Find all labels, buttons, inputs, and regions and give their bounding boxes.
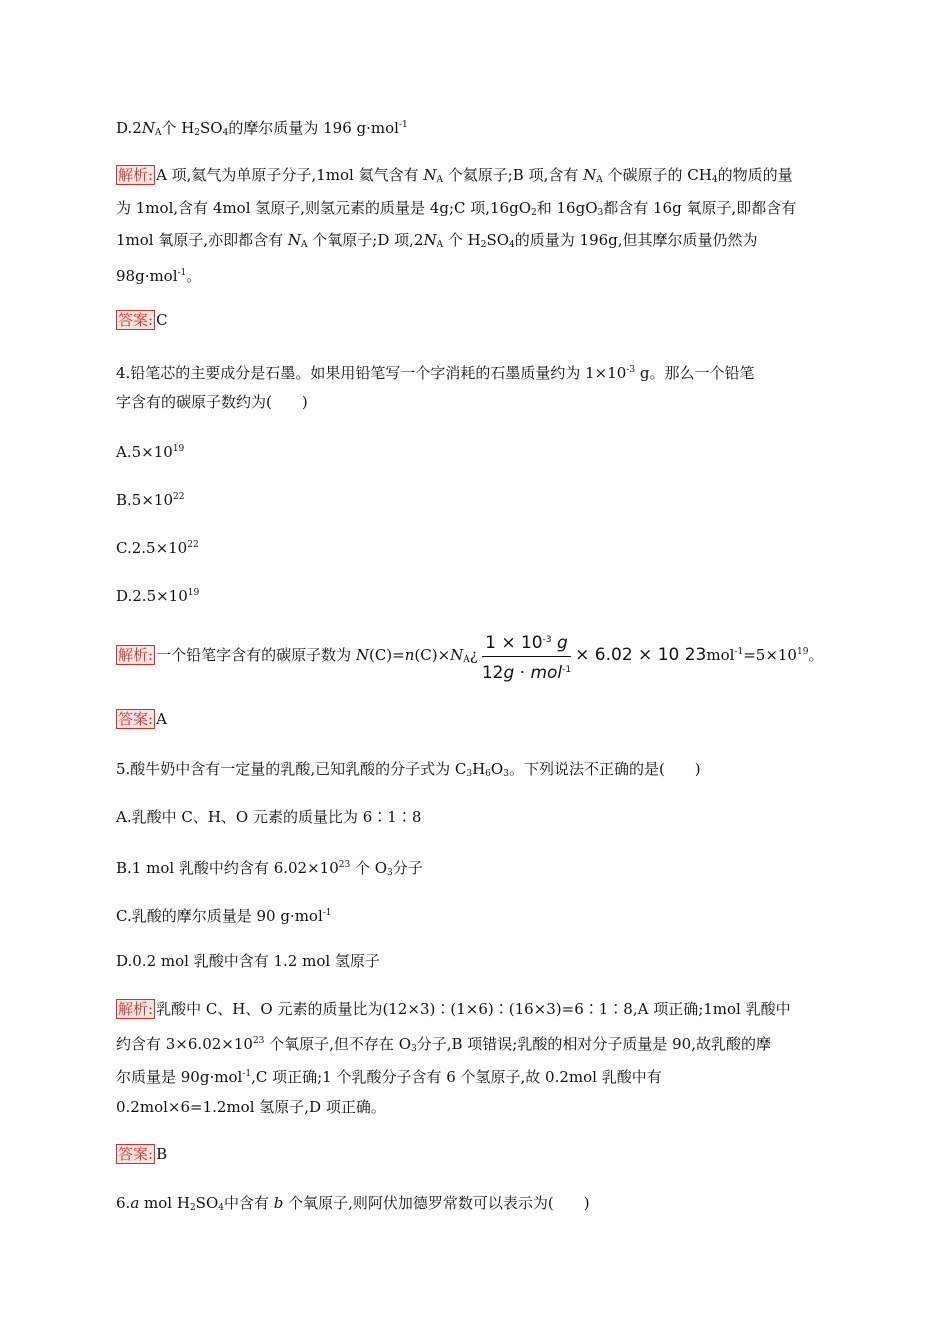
q4-option-a: $A.5\times 10^{19}$: [116, 443, 185, 461]
q5-option-a: A.乳酸中 C、H、O 元素的质量比为 6∶1∶8: [116, 808, 422, 826]
fraction-numerator: $1 \times 10^{-3}$ g: [482, 629, 571, 657]
q5-stem: 5.酸牛奶中含有一定量的乳酸,已知乳酸的分子式为 $C_3H_6O_3$。下列说法不正确的是( ): [116, 760, 701, 779]
q5-analysis-line-4: 0.2mol×6=1.2mol 氢原子,D 项正确。: [116, 1098, 386, 1116]
q3-analysis-line-1: 解析: A 项,氦气为单原子分子,1mol 氦气含有 $N_A$ 个氦原子;B 项,含有 $N_A$ 个碳原子的 $CH_4$的物质的量: [118, 166, 793, 185]
q3-analysis-line-2: 为 1mol,含有 4mol 氢原子,则氢元素的质量是 4g;C 项$,16gO_2$和 $16gO_3$都含有 16g 氧原子,即都含有: [116, 199, 797, 218]
q5-answer: [116, 1143, 167, 1165]
q4-stem-line-1: 4.铅笔芯的主要成分是石墨。如果用铅笔写一个字消耗的石墨质量约为 $1\times 10^{-3}$ g。那么一个铅笔: [116, 364, 755, 382]
q5-option-b: B.1 mol 乳酸中约含有 $6.02\times 10^{23}$ 个 $O_3$分子: [116, 859, 423, 878]
q3-option-d: $D.2N_A$个 $H_2SO_4$的摩尔质量为 196 g·mol$^{-1}$: [116, 119, 408, 138]
analysis-tag: 解析:: [118, 1000, 154, 1018]
q6-stem: 6.a mol $H_2SO_4$中含有 b 个氧原子,则阿伏加德罗常数可以表示为( ): [116, 1194, 590, 1213]
q4-option-c: $C.2.5\times 10^{22}$: [116, 539, 199, 557]
answer-tag: 答案:: [118, 311, 154, 329]
q5-analysis-line-2: 约含有 $3\times 6.02\times 10^{23}$ 个氧原子,但不存在 $O_3$分子,B 项错误;乳酸的相对分子质量是 90,故乳酸的摩: [116, 1035, 771, 1054]
answer-value: A: [156, 710, 167, 728]
q4-option-d: $D.2.5\times 10^{19}$: [116, 587, 200, 605]
q5-option-c: C.乳酸的摩尔质量是 90 g·mol$^{-1}$: [116, 907, 332, 925]
q3-analysis-line-3: 1mol 氧原子,亦即都含有 $N_A$ 个氧原子;D 项$,2N_A$ 个 $H_2SO_4$的质量为 196g,但其摩尔质量仍然为: [116, 231, 758, 250]
fraction-denominator: 12g · mol$^{-1}$: [481, 662, 572, 683]
answer-value: C: [156, 311, 168, 329]
q4-option-b: $B.5\times 10^{22}$: [116, 491, 185, 509]
q4-stem-line-2: 字含有的碳原子数约为( ): [116, 393, 308, 411]
q5-option-d: D.0.2 mol 乳酸中含有 1.2 mol 氢原子: [116, 952, 380, 970]
q5-analysis-line-3: 尔质量是 90g·mol$^{-1}$,C 项正确;1 个乳酸分子含有 6 个氢原子,故 0.2mol 乳酸中有: [116, 1068, 662, 1086]
q3-analysis-line-4: 98g·mol$^{-1}$。: [116, 267, 202, 285]
answer-tag: 答案:: [118, 1145, 154, 1163]
q3-answer: [116, 309, 168, 331]
analysis-tag: 解析:: [118, 646, 154, 664]
q4-analysis: 解析: 一个铅笔字含有的碳原子数为 $N(C)=n(C)\times N_A¿$ $\frac{1 \times 10^{-3} g}{12g \cdot mol^{-1}}$ × 6.02 × 10 $23mol^{-1}=5\times 10^{19}$。: [116, 628, 823, 684]
answer-tag: 答案:: [118, 710, 154, 728]
analysis-tag: 解析:: [118, 166, 154, 184]
q5-analysis-line-1: 解析: 乳酸中 C、H、O 元素的质量比为(12×3)∶(1×6)∶(16×3)=6∶1∶8,A 项正确;1mol 乳酸中: [118, 1000, 791, 1018]
q4-answer: [116, 708, 167, 730]
answer-value: B: [156, 1145, 168, 1163]
fraction: [482, 629, 571, 684]
